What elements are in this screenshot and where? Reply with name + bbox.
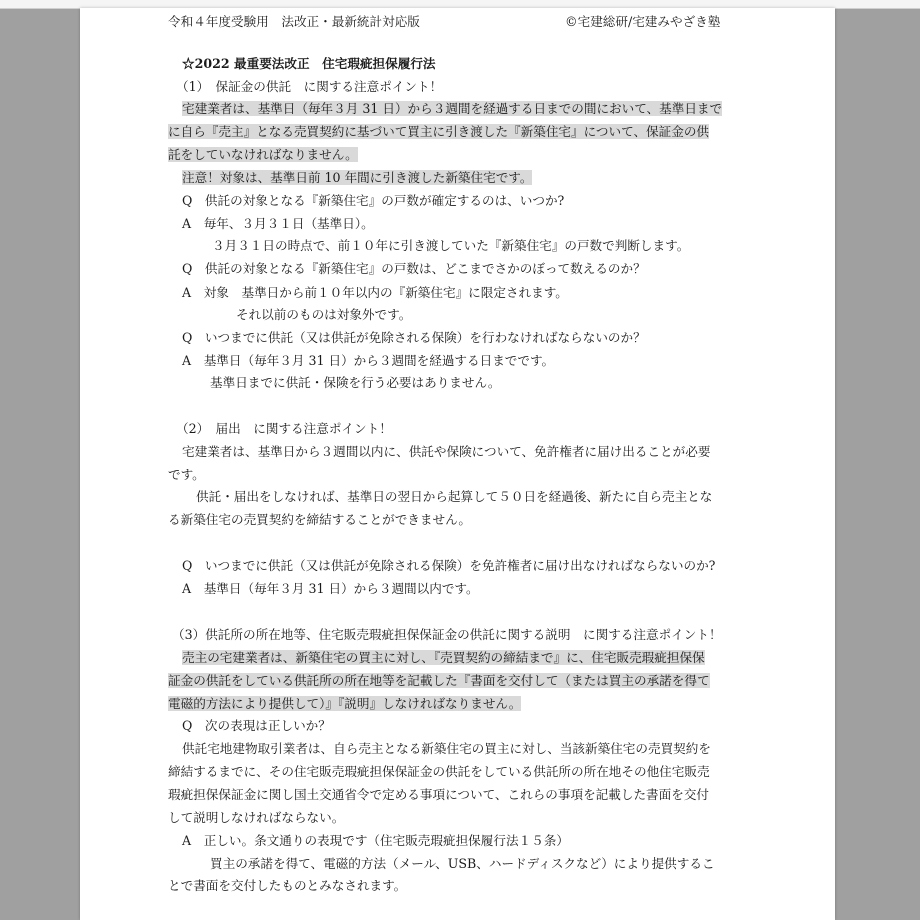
answer-detail: とで書面を交付したものとみなされます。	[168, 878, 407, 893]
highlight-line: 託をしていなければなりません。	[168, 147, 358, 162]
answer-line: A 毎年、３月３１日（基準日）。	[182, 216, 374, 231]
body-line: る新築住宅の売買契約を締結することができません。	[168, 512, 472, 527]
body-line: して説明しなければならない。	[168, 810, 345, 825]
answer-detail: 基準日までに供託・保険を行う必要はありません。	[210, 375, 501, 390]
answer-detail: ３月３１日の時点で、前１０年に引き渡していた『新築住宅』の戸数で判断します。	[212, 238, 690, 253]
header-right: ©宅建総研/宅建みやざき塾	[565, 14, 721, 29]
answer-line: A 対象 基準日から前１０年以内の『新築住宅』に限定されます。	[182, 285, 568, 300]
question-line: Q 次の表現は正しいか？	[182, 718, 331, 733]
highlight-line: 電磁的方法により提供して）』『説明』しなければなりません。	[168, 696, 522, 711]
answer-line: A 正しい。条文通りの表現です（住宅販売瑕疵担保履行法１５条）	[182, 833, 569, 848]
highlight-line: 証金の供託をしている供託所の所在地等を記載した『書面を交付して（または買主の承諾を得て	[168, 673, 710, 688]
question-line: Q いつまでに供託（又は供託が免除される保険）を行わなければならないのか？	[182, 330, 646, 345]
highlight-line: 注意！対象は、基準日前 10 年間に引き渡した新築住宅です。	[182, 170, 533, 185]
answer-line: A 基準日（毎年３月 31 日）から３週間以内です。	[182, 581, 479, 596]
answer-detail: それ以前のものは対象外です。	[236, 307, 412, 322]
body-line: 瑕疵担保保証金に関し国土交通省令で定める事項について、これらの事項を記載した書面を交付	[168, 787, 710, 802]
body-line: 締結するまでに、その住宅販売瑕疵担保保証金の供託をしている供託所の所在地その他住宅販売	[168, 764, 710, 779]
body-line: 供託宅地建物取引業者は、自ら売主となる新築住宅の買主に対し、当該新築住宅の売買契約を	[182, 741, 711, 756]
section-2-heading: （2） 届出 に関する注意ポイント！	[176, 421, 392, 436]
body-line: です。	[168, 467, 205, 482]
answer-line: A 基準日（毎年３月 31 日）から３週間を経過する日までです。	[182, 353, 555, 368]
question-line: Q いつまでに供託（又は供託が免除される保険）を免許権者に届け出なければならないのか?	[182, 558, 716, 573]
highlight-line: 宅建業者は、基準日（毎年３月 31 日）から３週間を経過する日までの間において、基準日まで	[182, 101, 723, 116]
question-line: Q 供託の対象となる『新築住宅』の戸数が確定するのは、いつか?	[182, 193, 565, 208]
answer-detail: 買主の承諾を得て、電磁的方法（メール、USB、ハードディスクなど）により提供するこ	[210, 856, 715, 871]
section-1-heading: （1） 保証金の供託 に関する注意ポイント！	[176, 79, 443, 94]
highlight-line: 売主の宅建業者は、新築住宅の買主に対し、『売買契約の締結まで』に、住宅販売瑕疵担保保	[182, 650, 705, 665]
question-line: Q 供託の対象となる『新築住宅』の戸数は、どこまでさかのぼって数えるのか？	[182, 261, 646, 276]
header-left: 令和４年度受験用 法改正・最新統計対応版	[168, 14, 420, 29]
body-line: 宅建業者は、基準日から３週間以内に、供託や保険について、免許権者に届け出ることが必要	[182, 444, 711, 459]
document-title: ☆2022 最重要法改正 住宅瑕疵担保履行法	[182, 56, 436, 71]
body-line: 供託・届出をしなければ、基準日の翌日から起算して５０日を経過後、新たに自ら売主とな	[196, 489, 713, 504]
highlight-line: に自ら『売主』となる売買契約に基づいて買主に引き渡した『新築住宅』について、保証金の供	[168, 124, 710, 139]
section-3-heading: （3）供託所の所在地等、住宅販売瑕疵担保保証金の供託に関する説明 に関する注意ポイント！	[172, 627, 722, 642]
